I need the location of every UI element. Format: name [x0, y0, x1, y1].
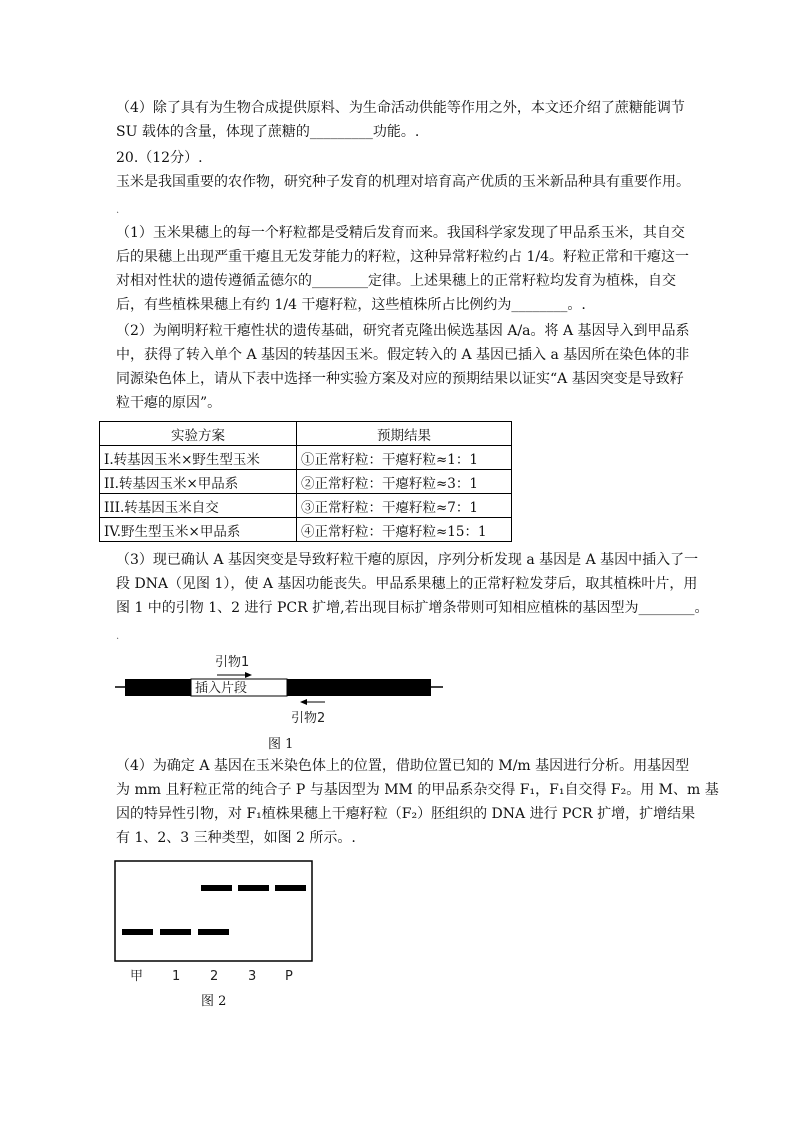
table-cell: ②正常籽粒：干瘪籽粒≈3：1	[297, 470, 512, 494]
part-4-line: 有 1、2、3 三种类型，如图 2 所示。.	[116, 830, 356, 846]
figure-2-caption: 图 2	[201, 994, 227, 1009]
figure-2-gel	[114, 860, 314, 990]
primer-2-arrow	[300, 699, 325, 705]
gene-a-right-segment	[287, 679, 431, 696]
figure-1-caption: 图 1	[268, 737, 294, 752]
part-2-line: 同源染色体上，请从下表中选择一种实验方案及对应的预期结果以证实“A 基因突变是导致籽	[116, 371, 684, 387]
paragraph-mark: .	[116, 631, 120, 642]
part-4-line: 因的特异性引物，对 F₁植株果穗上干瘪籽粒（F₂）胚组织的 DNA 进行 PCR 扩增，扩增结果	[116, 806, 696, 822]
lane-label: 2	[210, 969, 219, 984]
gene-a-left-segment	[125, 679, 191, 696]
lane-label: 甲	[130, 969, 144, 984]
part-2-line: （2）为阐明籽粒干瘪性状的遗传基础，研究者克隆出候选基因 A/a。将 A 基因导入到甲品系	[116, 323, 690, 339]
paragraph-mark: .	[116, 205, 120, 216]
gel-band-lane-2-upper	[201, 885, 232, 891]
table-row	[100, 470, 512, 494]
lane-label: 3	[248, 969, 257, 984]
table-header-row	[100, 422, 512, 446]
q4-line-1: （4）除了具有为生物合成提供原料、为生命活动供能等作用之外，本文还介绍了蔗糖能调节	[116, 100, 685, 116]
part-3-line: （3）现已确认 A 基因突变是导致籽粒干瘪的原因，序列分析发现 a 基因是 A 基因中插入了一	[116, 552, 699, 568]
q4-line-2: SU 载体的含量，体现了蔗糖的_________功能。.	[116, 124, 420, 140]
gel-band-lane-jia-lower	[122, 929, 153, 935]
table-cell: ①正常籽粒：干瘪籽粒≈1：1	[297, 446, 512, 470]
part-1-line: （1）玉米果穗上的每一个籽粒都是受精后发育而来。我国科学家发现了甲品系玉米，其自交	[116, 225, 685, 241]
table-row	[100, 446, 512, 470]
table-header: 预期结果	[297, 422, 512, 446]
table-row	[100, 494, 512, 518]
part-4-line: （4）为确定 A 基因在玉米染色体上的位置，借助位置已知的 M/m 基因进行分析。用基因型	[116, 758, 690, 774]
gel-band-lane-p-upper	[275, 885, 306, 891]
primer-1-label: 引物1	[215, 655, 250, 670]
part-2-line: 中，获得了转入单个 A 基因的转基因玉米。假定转入的 A 基因已插入 a 基因所在染色体的非	[116, 347, 690, 363]
primer-2-label: 引物2	[291, 711, 326, 726]
part-1-line: 后，有些植株果穗上有约 1/4 干瘪籽粒，这些植株所占比例约为________。.	[116, 297, 586, 313]
table-cell: ④正常籽粒：干瘪籽粒≈15：1	[297, 518, 512, 542]
part-4-line: 为 mm 且籽粒正常的纯合子 P 与基因型为 MM 的甲品系杂交得 F₁，F₁自交得 F₂。用 M、m 基	[116, 782, 719, 798]
part-1-line: 对相对性状的遗传遵循孟德尔的________定律。上述果穗上的正常籽粒均发育为植株，自交	[116, 273, 676, 289]
table-cell: ③正常籽粒：干瘪籽粒≈7：1	[297, 494, 512, 518]
table-row	[100, 518, 512, 542]
table-header: 实验方案	[100, 422, 297, 446]
insert-fragment-label: 插入片段	[195, 681, 248, 696]
figure-1-diagram	[115, 650, 455, 730]
gel-frame	[115, 861, 312, 961]
gel-band-lane-2-lower	[198, 929, 229, 935]
question-20-intro: 玉米是我国重要的农作物，研究种子发育的机理对培育高产优质的玉米新品种具有重要作用。	[116, 174, 690, 190]
part-1-line: 后的果穗上出现严重干瘪且无发芽能力的籽粒，这种异常籽粒约占 1/4。籽粒正常和干瘪这一	[116, 249, 689, 265]
primer-1-arrow	[217, 672, 252, 678]
part-2-line: 粒干瘪的原因”。	[116, 395, 222, 411]
experiment-table	[99, 421, 512, 542]
gel-band-lane-3-upper	[238, 885, 269, 891]
lane-label: P	[285, 969, 293, 984]
table-cell: III.转基因玉米自交	[100, 494, 297, 518]
gel-band-lane-1-lower	[160, 929, 191, 935]
table-cell: II.转基因玉米×甲品系	[100, 470, 297, 494]
lane-label: 1	[172, 969, 181, 984]
table-cell: I.转基因玉米×野生型玉米	[100, 446, 297, 470]
table-cell: IV.野生型玉米×甲品系	[100, 518, 297, 542]
part-3-line: 图 1 中的引物 1、2 进行 PCR 扩增,若出现目标扩增条带则可知相应植株的基因型为________。	[116, 600, 709, 616]
part-3-line: 段 DNA（见图 1），使 A 基因功能丧失。甲品系果穗上的正常籽粒发芽后，取其植株叶片，用	[116, 576, 698, 592]
question-20-header: 20.（12分）.	[116, 150, 203, 166]
